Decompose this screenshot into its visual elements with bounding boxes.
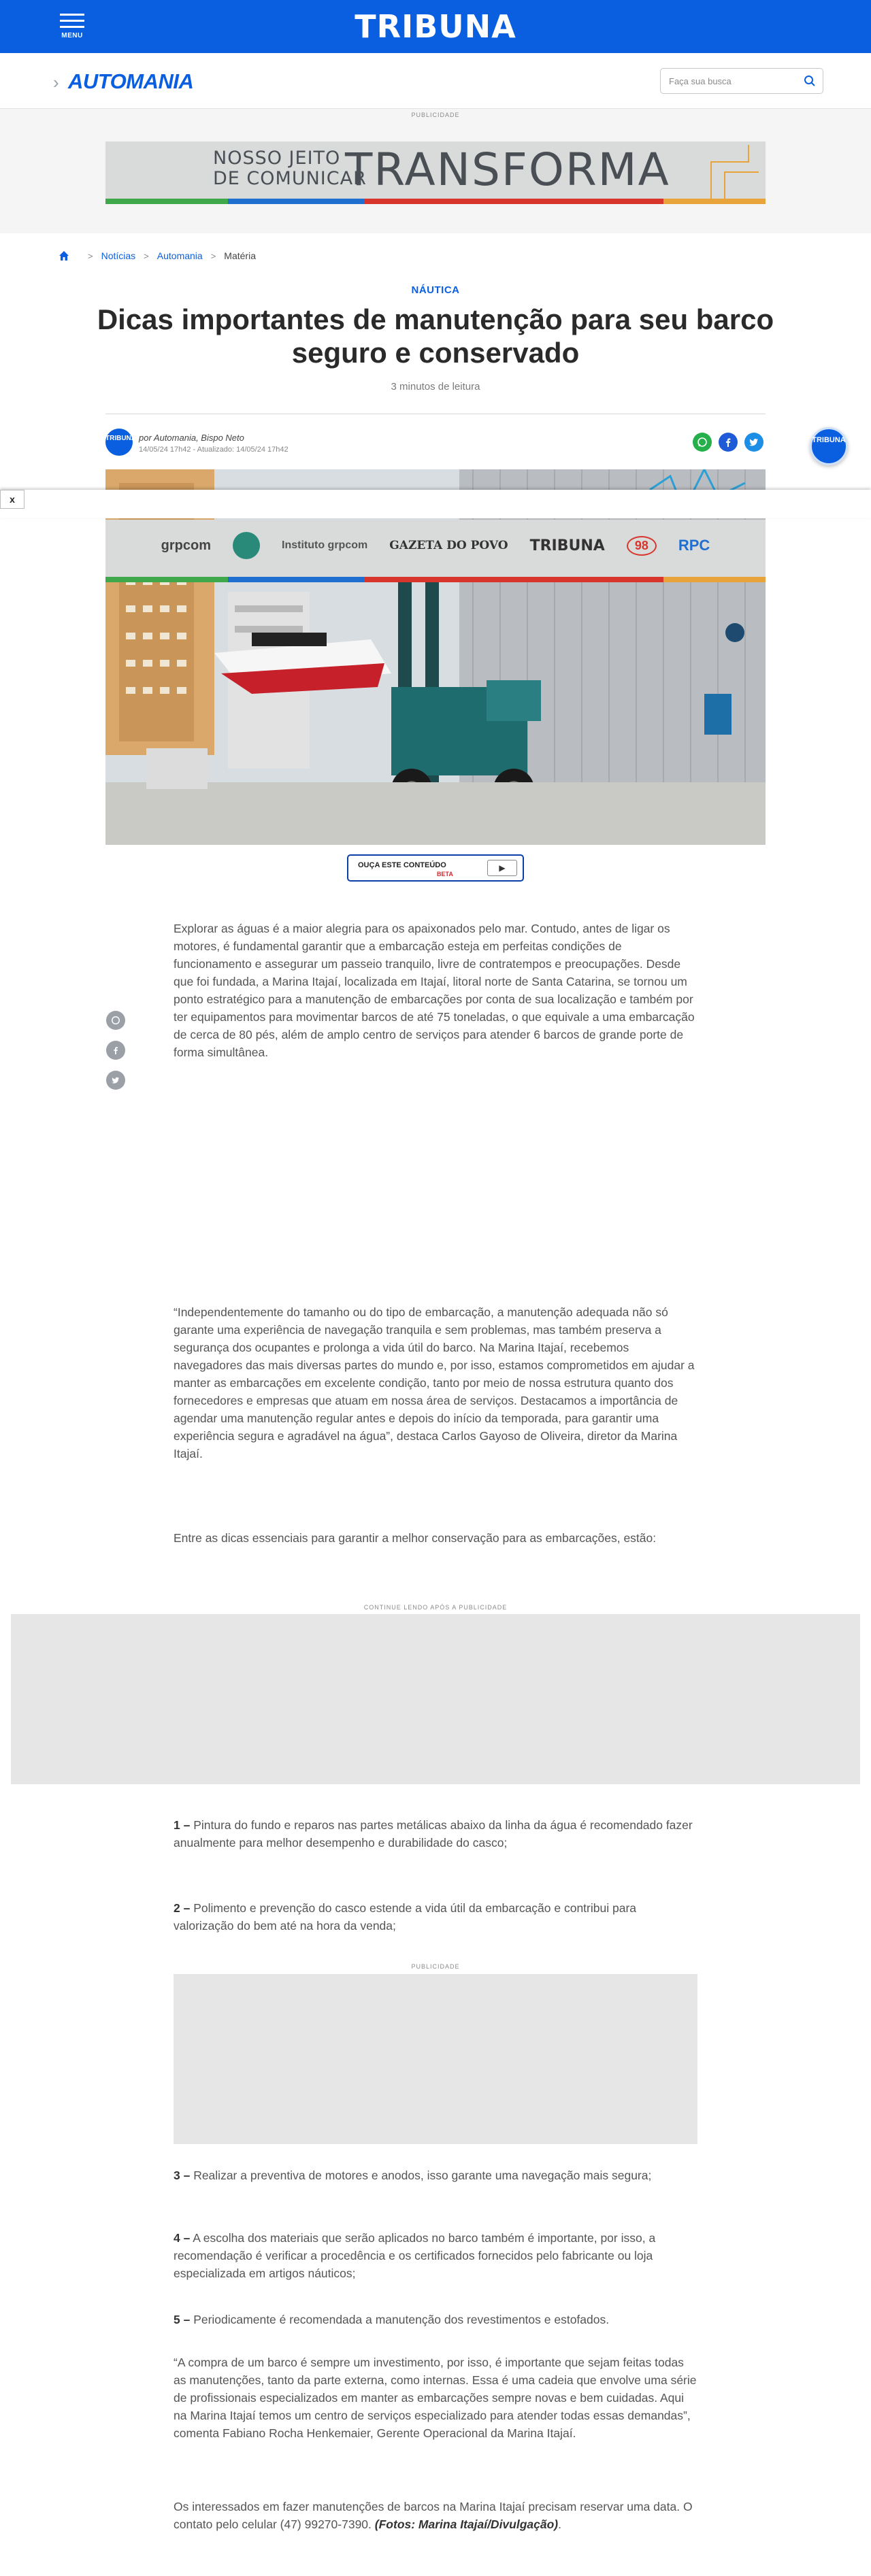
twitter-icon[interactable] bbox=[744, 433, 763, 452]
menu-label: MENU bbox=[61, 32, 83, 39]
share-bar-top bbox=[693, 433, 763, 452]
ad-continue-label: CONTINUE LENDO APÓS A PUBLICIDADE bbox=[363, 1604, 508, 1611]
close-icon[interactable]: x bbox=[0, 490, 24, 509]
fab-label: TRIBUNA bbox=[812, 436, 846, 444]
listen-audio-button[interactable] bbox=[347, 854, 524, 882]
ad-decoration bbox=[684, 141, 766, 204]
search-box[interactable] bbox=[660, 68, 823, 94]
tip-item: 4 – A escolha dos materiais que serão aplicados no barco também é importante, por isso, a recomendação é verificar a procedência e os certificados fornecidos pelo fabricante ou loja especializada em artigos náuticos; bbox=[174, 2231, 656, 2280]
breadcrumb-current: Matéria bbox=[224, 250, 256, 261]
whatsapp-icon[interactable] bbox=[693, 433, 712, 452]
ad-brand: RPC bbox=[678, 537, 710, 554]
ad-banner-transforma[interactable] bbox=[105, 141, 766, 204]
twitter-icon[interactable] bbox=[106, 1071, 125, 1090]
tip-item: 5 – Periodicamente é recomendada a manutenção dos revestimentos e estofados. bbox=[174, 2313, 610, 2326]
ad-brand: Instituto grpcom bbox=[282, 539, 368, 551]
breadcrumb-link-automania[interactable]: Automania bbox=[157, 250, 203, 261]
search-icon[interactable] bbox=[804, 75, 816, 90]
chevron-right-icon: > bbox=[88, 250, 93, 261]
read-time: 3 minutos de leitura bbox=[391, 381, 480, 392]
site-logo[interactable]: TRIBUNA bbox=[355, 8, 516, 45]
tip-item: 3 – Realizar a preventiva de motores e anodos, isso garante uma navegação mais segura; bbox=[174, 2169, 652, 2182]
ad-line1: NOSSO JEITO bbox=[213, 148, 341, 169]
beta-badge: BETA bbox=[437, 871, 453, 877]
article-paragraph: “Independentemente do tamanho ou do tipo de embarcação, a manutenção adequada não só garante uma experiência de navegação tranquila e sem problemas, mas também preserva a segurança dos ocupantes e prolonga a vida útil do barco. Na Marina Itajaí, recebemos navegadores das mais diversas partes do mundo e, por isso, estamos comprometidos em ajudar a manter as embarcações em excelente condição, tanto por meio de nossa estrutura quanto dos fornecedores e empresas que atuam em nossa área de serviços. Destacamos a importância de agendar uma manutenção regular antes e depois do início da temporada, para garantir uma experiência segura e agradável na água”, destaca Carlos Gayoso de Oliveira, diretor da Marina Itajaí. bbox=[174, 1305, 695, 1460]
ad-placeholder[interactable] bbox=[11, 1614, 860, 1784]
chevron-right-icon: › bbox=[53, 72, 59, 93]
page-title: Dicas importantes de manutenção para seu barco seguro e conservado bbox=[97, 303, 774, 369]
ad-band-top bbox=[0, 109, 871, 233]
breadcrumb-link-noticias[interactable]: Notícias bbox=[101, 250, 136, 261]
ad-brand: 98 bbox=[627, 536, 657, 556]
top-bar bbox=[0, 0, 871, 53]
ad-brand: TRIBUNA bbox=[529, 537, 605, 554]
listen-label: OUÇA ESTE CONTEÚDO bbox=[358, 861, 446, 869]
chevron-right-icon: > bbox=[144, 250, 149, 261]
section-bar bbox=[0, 53, 871, 109]
ad-big-word: TRANSFORMA bbox=[345, 144, 670, 196]
share-bar-side bbox=[106, 1011, 125, 1090]
publish-dates: 14/05/24 17h42 - Atualizado: 14/05/24 17h42 bbox=[139, 446, 289, 454]
tip-item: 2 – Polimento e prevenção do casco estende a vida útil da embarcação e contribui para valorização do bem até na hora da venda; bbox=[174, 1901, 637, 1933]
article-paragraph: “A compra de um barco é sempre um investimento, por isso, é importante que sejam feitas todas as manutenções, tanto da parte externa, como internas. Essa é uma cadeia que envolve uma série de profissionais especializados em manter as embarcações sempre novas e bem cuidadas. Aqui na Marina Itajaí temos um centro de serviços especializado para atender todas essas demandas”, comenta Fabiano Rocha Henkemaier, Gerente Operacional da Marina Itajaí. bbox=[174, 2356, 697, 2440]
ad-brand: grpcom bbox=[161, 537, 212, 553]
author-byline[interactable]: por Automania, Bispo Neto bbox=[139, 433, 244, 443]
ad-label: PUBLICIDADE bbox=[411, 1963, 460, 1970]
ad-banner-grpcom[interactable] bbox=[105, 520, 766, 582]
breadcrumb bbox=[58, 249, 256, 263]
photo-credit: (Fotos: Marina Itajaí/Divulgação) bbox=[374, 2518, 559, 2531]
article-kicker[interactable]: NÁUTICA bbox=[411, 284, 460, 296]
facebook-icon[interactable] bbox=[719, 433, 738, 452]
section-title[interactable]: AUTOMANIA bbox=[68, 69, 194, 93]
home-icon[interactable] bbox=[58, 250, 70, 262]
sticky-ad-overlay bbox=[0, 490, 871, 518]
tip-item: 1 – Pintura do fundo e reparos nas partes metálicas abaixo da linha da água é recomendado fazer anualmente para melhor desempenho e durabilidade do casco; bbox=[174, 1818, 693, 1850]
ad-brand: GAZETA DO POVO bbox=[389, 539, 508, 552]
ad-label: PUBLICIDADE bbox=[411, 112, 460, 118]
facebook-icon[interactable] bbox=[106, 1041, 125, 1060]
search-input[interactable] bbox=[661, 69, 790, 93]
tribuna-floating-button[interactable] bbox=[810, 427, 848, 465]
ad-brands bbox=[105, 532, 766, 559]
ad-line2: DE COMUNICAR bbox=[213, 168, 367, 189]
ad-placeholder[interactable] bbox=[174, 1974, 697, 2144]
article-paragraph: Os interessados em fazer manutenções de barcos na Marina Itajaí precisam reservar uma data. O contato pelo celular (47) 99270-7390. (Fotos: Marina Itajaí/Divulgação). bbox=[174, 2500, 693, 2531]
play-icon[interactable]: ▶ bbox=[487, 860, 517, 876]
author-badge: TRIBUNA bbox=[105, 435, 136, 442]
article-paragraph: Explorar as águas é a maior alegria para os apaixonados pelo mar. Contudo, antes de ligar os motores, é fundamental garantir que a embarcação esteja em perfeitas condições de funcionamento e assegurar um passeio tranquilo, livre de contratempos e preocupações. Desde que foi fundada, a Marina Itajaí, localizada em Itajaí, litoral norte de Santa Catarina, se tornou um ponto estratégico para a manutenção de embarcações por conta de sua localização e também por ter equipamentos para movimentar barcos de até 75 toneladas, o que equivale a uma embarcação de cerca de 80 pés, além de amplo centro de serviços para atender 6 barcos de grande porte de forma simultânea. bbox=[174, 922, 695, 1059]
globe-icon bbox=[233, 532, 260, 559]
article-paragraph: Entre as dicas essenciais para garantir a melhor conservação para as embarcações, estão: bbox=[174, 1531, 657, 1545]
avatar bbox=[105, 429, 136, 456]
chevron-right-icon: > bbox=[210, 250, 216, 261]
whatsapp-icon[interactable] bbox=[106, 1011, 125, 1030]
